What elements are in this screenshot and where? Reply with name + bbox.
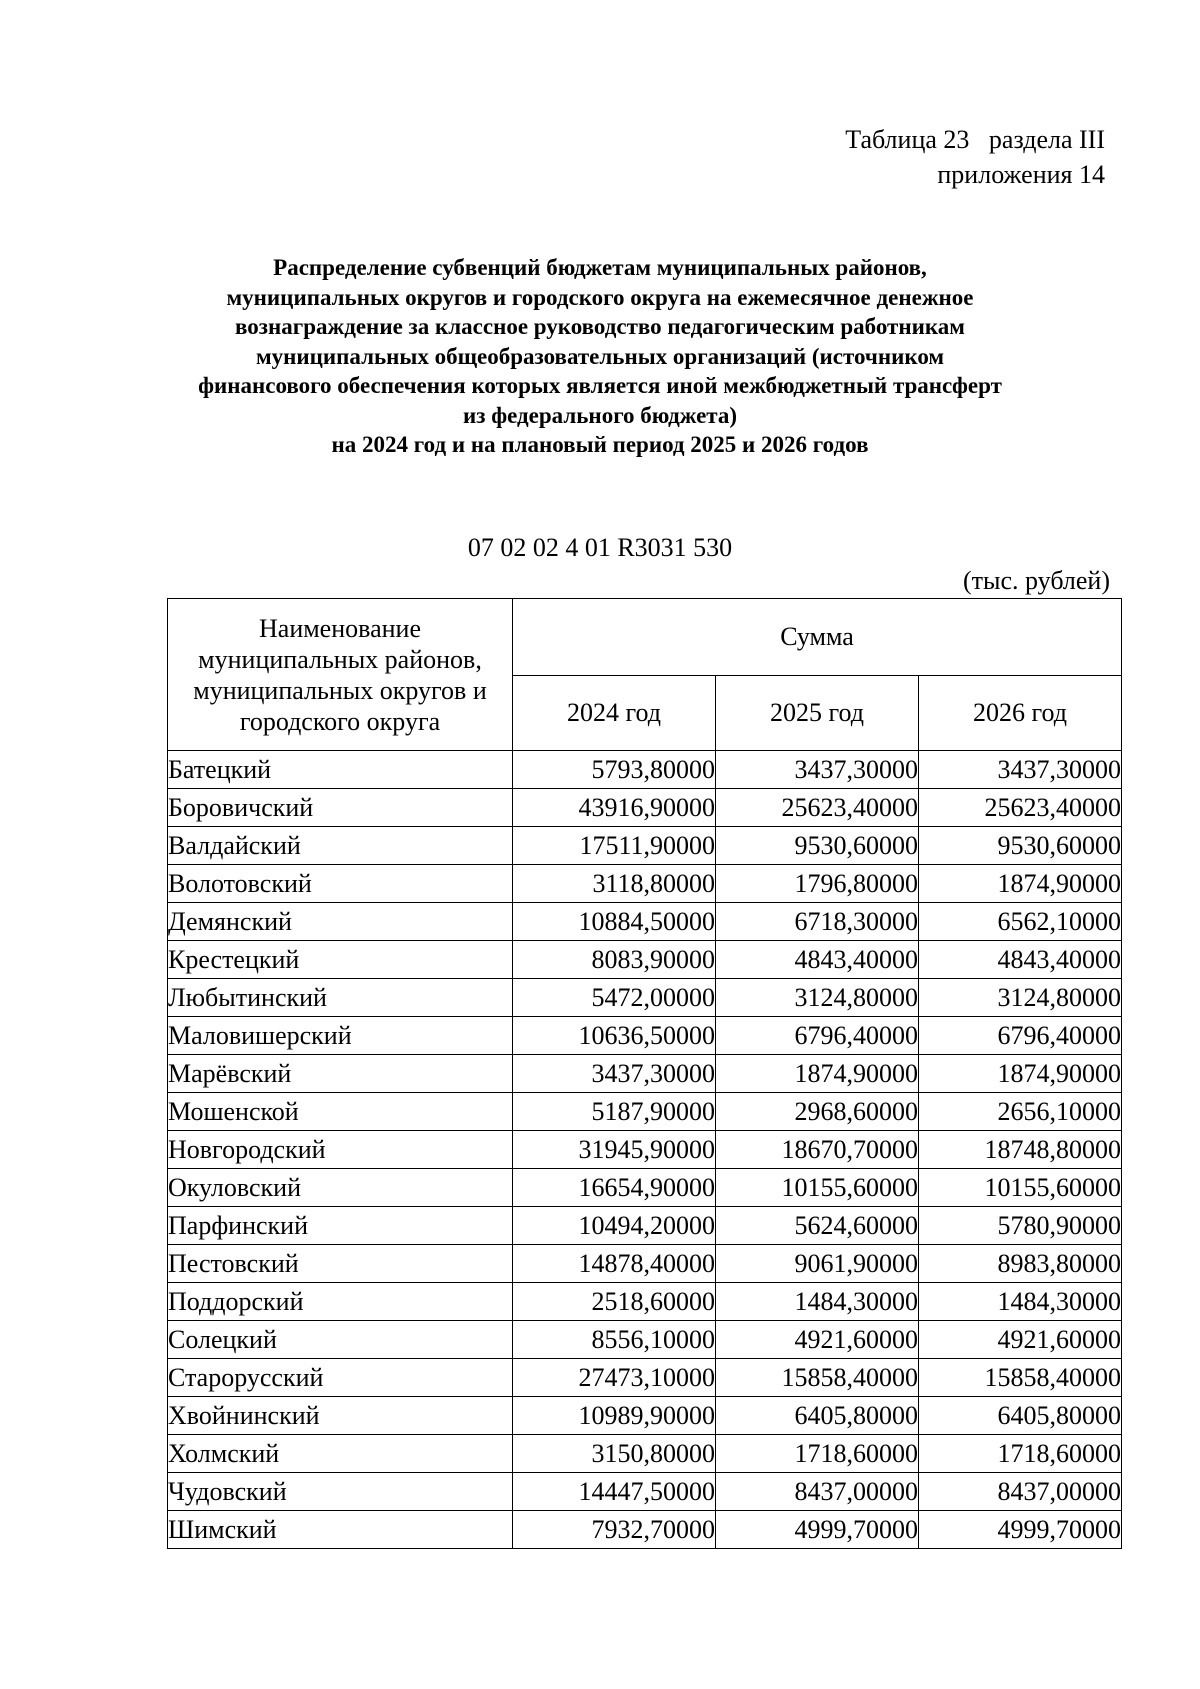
table-row: [168, 941, 1122, 979]
value-2026: 1718,60000: [919, 1435, 1122, 1473]
value-2024: 2518,60000: [513, 1283, 716, 1321]
table-row: [168, 1131, 1122, 1169]
value-2026: 8437,00000: [919, 1473, 1122, 1511]
district-name: Парфинский: [168, 1207, 513, 1245]
reference-table-section: Таблица 23 раздела III: [845, 125, 1105, 154]
value-2024: 16654,90000: [513, 1169, 716, 1207]
value-2026: 6796,40000: [919, 1017, 1122, 1055]
table-row: [168, 751, 1122, 789]
reference-appendix: приложения 14: [937, 160, 1105, 189]
district-name: Любытинский: [168, 979, 513, 1017]
value-2024: 3150,80000: [513, 1435, 716, 1473]
district-name: Марёвский: [168, 1055, 513, 1093]
value-2026: 25623,40000: [919, 789, 1122, 827]
value-2025: 6718,30000: [716, 903, 919, 941]
document-title: [150, 253, 1050, 460]
value-2025: 5624,60000: [716, 1207, 919, 1245]
value-2025: 4843,40000: [716, 941, 919, 979]
title-line: вознаграждение за классное руководство педагогическим работникам: [235, 314, 965, 339]
district-name: Крестецкий: [168, 941, 513, 979]
value-2025: 1484,30000: [716, 1283, 919, 1321]
table-body: [168, 751, 1122, 1549]
value-2026: 6405,80000: [919, 1397, 1122, 1435]
district-name: Боровичский: [168, 789, 513, 827]
value-2026: 3124,80000: [919, 979, 1122, 1017]
table-row: [168, 1397, 1122, 1435]
value-2026: 3437,30000: [919, 751, 1122, 789]
value-2024: 31945,90000: [513, 1131, 716, 1169]
value-2025: 15858,40000: [716, 1359, 919, 1397]
value-2025: 18670,70000: [716, 1131, 919, 1169]
district-name: Батецкий: [168, 751, 513, 789]
table-row: [168, 865, 1122, 903]
value-2024: 10494,20000: [513, 1207, 716, 1245]
title-line: из федерального бюджета): [462, 402, 738, 428]
value-2024: 10989,90000: [513, 1397, 716, 1435]
value-2026: 1484,30000: [919, 1283, 1122, 1321]
value-2026: 1874,90000: [919, 1055, 1122, 1093]
district-name: Маловишерский: [168, 1017, 513, 1055]
value-2024: 14447,50000: [513, 1473, 716, 1511]
value-2025: 3437,30000: [716, 751, 919, 789]
value-2024: 5187,90000: [513, 1093, 716, 1131]
value-2026: 4843,40000: [919, 941, 1122, 979]
budget-classification-code: 07 02 02 4 01 R3031 530: [467, 533, 733, 562]
table-row: [168, 1435, 1122, 1473]
district-name: Окуловский: [168, 1169, 513, 1207]
table-row: [168, 789, 1122, 827]
district-name: Хвойнинский: [168, 1397, 513, 1435]
value-2026: 8983,80000: [919, 1245, 1122, 1283]
value-2025: 1874,90000: [716, 1055, 919, 1093]
value-2024: 27473,10000: [513, 1359, 716, 1397]
value-2025: 10155,60000: [716, 1169, 919, 1207]
title-line: на 2024 год и на плановый период 2025 и 2026 годов: [331, 432, 869, 457]
value-2026: 4999,70000: [919, 1511, 1122, 1549]
value-2024: 10884,50000: [513, 903, 716, 941]
value-2024: 43916,90000: [513, 789, 716, 827]
value-2026: 18748,80000: [919, 1131, 1122, 1169]
value-2024: 3437,30000: [513, 1055, 716, 1093]
value-2026: 6562,10000: [919, 903, 1122, 941]
value-2026: 9530,60000: [919, 827, 1122, 865]
value-2024: 8556,10000: [513, 1321, 716, 1359]
value-2025: 8437,00000: [716, 1473, 919, 1511]
table-row: [168, 1093, 1122, 1131]
value-2025: 9530,60000: [716, 827, 919, 865]
district-name: Мошенской: [168, 1093, 513, 1131]
district-name: Чудовский: [168, 1473, 513, 1511]
district-name: Солецкий: [168, 1321, 513, 1359]
header-year-2026: 2026 год: [919, 675, 1122, 751]
value-2025: 1796,80000: [716, 865, 919, 903]
value-2025: 4921,60000: [716, 1321, 919, 1359]
value-2024: 10636,50000: [513, 1017, 716, 1055]
table-row: [168, 1245, 1122, 1283]
header-name: Наименование муниципальных районов, муниципальных округов и городского округа: [168, 599, 513, 751]
value-2025: 2968,60000: [716, 1093, 919, 1131]
value-2026: 10155,60000: [919, 1169, 1122, 1207]
table-row: [168, 1283, 1122, 1321]
table-row: [168, 979, 1122, 1017]
header-year-2024: 2024 год: [513, 675, 716, 751]
table-row: [168, 1207, 1122, 1245]
district-name: Пестовский: [168, 1245, 513, 1283]
district-name: Новгородский: [168, 1131, 513, 1169]
table-row: [168, 1321, 1122, 1359]
value-2024: 17511,90000: [513, 827, 716, 865]
value-2025: 9061,90000: [716, 1245, 919, 1283]
title-line: финансового обеспечения которых является иной межбюджетный трансферт: [198, 373, 1002, 398]
title-line: муниципальных общеобразовательных организаций (источником: [255, 343, 945, 369]
district-name: Старорусский: [168, 1359, 513, 1397]
units-label: (тыс. рублей): [962, 566, 1110, 595]
value-2025: 1718,60000: [716, 1435, 919, 1473]
table-row: [168, 1055, 1122, 1093]
table-row: [168, 1511, 1122, 1549]
table-row: [168, 1473, 1122, 1511]
value-2024: 7932,70000: [513, 1511, 716, 1549]
value-2026: 1874,90000: [919, 865, 1122, 903]
table-row: [168, 903, 1122, 941]
header-year-2025: 2025 год: [716, 675, 919, 751]
value-2024: 3118,80000: [513, 865, 716, 903]
value-2025: 3124,80000: [716, 979, 919, 1017]
subventions-table: [167, 598, 1122, 1549]
district-name: Волотовский: [168, 865, 513, 903]
district-name: Холмский: [168, 1435, 513, 1473]
value-2024: 5793,80000: [513, 751, 716, 789]
value-2024: 14878,40000: [513, 1245, 716, 1283]
value-2024: 5472,00000: [513, 979, 716, 1017]
value-2025: 25623,40000: [716, 789, 919, 827]
table-row: [168, 1359, 1122, 1397]
title-line: Распределение субвенций бюджетам муниципальных районов,: [273, 255, 927, 280]
value-2025: 4999,70000: [716, 1511, 919, 1549]
table-row: [168, 827, 1122, 865]
title-line: муниципальных округов и городского округа на ежемесячное денежное: [226, 284, 974, 310]
header-sum: Сумма: [513, 599, 1122, 676]
value-2026: 2656,10000: [919, 1093, 1122, 1131]
value-2025: 6405,80000: [716, 1397, 919, 1435]
district-name: Шимский: [168, 1511, 513, 1549]
value-2026: 15858,40000: [919, 1359, 1122, 1397]
value-2026: 4921,60000: [919, 1321, 1122, 1359]
district-name: Поддорский: [168, 1283, 513, 1321]
table-row: [168, 1169, 1122, 1207]
value-2025: 6796,40000: [716, 1017, 919, 1055]
district-name: Валдайский: [168, 827, 513, 865]
value-2024: 8083,90000: [513, 941, 716, 979]
table-row: [168, 1017, 1122, 1055]
table-reference: [845, 122, 1105, 192]
value-2026: 5780,90000: [919, 1207, 1122, 1245]
district-name: Демянский: [168, 903, 513, 941]
